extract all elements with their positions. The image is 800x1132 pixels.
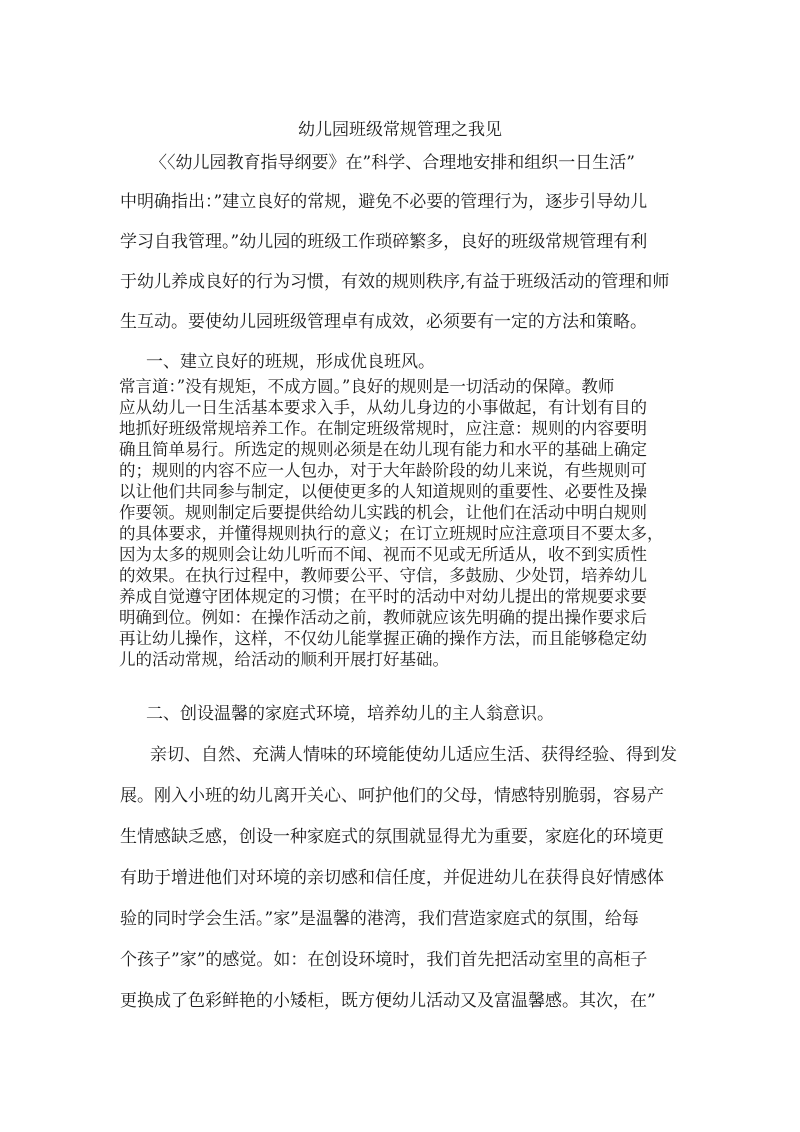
- body-line: 儿的活动常规，给活动的顺利开展打好基础。: [119, 650, 449, 669]
- section-heading: 二、创设温馨的家庭式环境，培养幼儿的主人翁意识。: [146, 704, 554, 724]
- body-line: 地抓好班级常规培养工作。在制定班级常规时，应注意：规则的内容要明: [119, 419, 647, 438]
- body-line: 养成自觉遵守团体规定的习惯；在平时的活动中对幼儿提出的常规要求要: [119, 587, 647, 606]
- body-line: 生情感缺乏感，创设一种家庭式的氛围就显得尤为重要，家庭化的环境更: [120, 827, 664, 847]
- document-title: 幼儿园班级常规管理之我见: [298, 120, 502, 140]
- body-line: 展。刚入小班的幼儿离开关心、呵护他们的父母，情感特别脆弱，容易产: [120, 786, 664, 806]
- body-line: 亲切、自然、充满人情味的环境能使幼儿适应生活、获得经验、得到发: [150, 745, 677, 765]
- body-line: 确且简单易行。所选定的规则必须是在幼儿现有能力和水平的基础上确定: [119, 440, 647, 459]
- body-line: 验的同时学会生活。”家”是温馨的港湾，我们营造家庭式的氛围，给每: [120, 909, 639, 929]
- body-line: 的具体要求，并懂得规则执行的意义；在订立班规时应注意项目不要太多，: [119, 524, 664, 543]
- intro-line: 生互动。要使幼儿园班级管理卓有成效，必须要有一定的方法和策略。: [120, 312, 647, 332]
- body-line: 的效果。在执行过程中，教师要公平、守信，多鼓励、少处罚，培养幼儿: [119, 566, 647, 585]
- section-heading: 一、建立良好的班规，形成优良班风。: [146, 352, 435, 372]
- body-line: 更换成了色彩鲜艳的小矮柜，既方便幼儿活动又及富温馨感。其次，在”: [120, 991, 656, 1011]
- body-line: 再让幼儿操作，这样，不仅幼儿能掌握正确的操作方法，而且能够稳定幼: [119, 629, 647, 648]
- intro-line: 中明确指出：”建立良好的常规，避免不必要的管理行为，逐步引导幼儿: [120, 192, 648, 212]
- body-line: 作要领。规则制定后要提供给幼儿实践的机会，让他们在活动中明白规则: [119, 503, 647, 522]
- body-line: 以让他们共同参与制定，以便使更多的人知道规则的重要性、必要性及操: [119, 482, 647, 501]
- body-line: 明确到位。例如：在操作活动之前，教师就应该先明确的提出操作要求后: [119, 608, 647, 627]
- body-line: 有助于增进他们对环境的亲切感和信任度，并促进幼儿在获得良好情感体: [120, 868, 664, 888]
- intro-line: 学习自我管理。”幼儿园的班级工作琐碎繁多，良好的班级常规管理有利: [120, 232, 648, 252]
- intro-line: 于幼儿养成良好的行为习惯，有效的规则秩序,有益于班级活动的管理和师: [120, 272, 670, 292]
- body-line: 常言道：”没有规矩，不成方圆。”良好的规则是一切活动的保障。教师: [119, 377, 615, 396]
- intro-line: 〈〈幼儿园教育指导纲要》在”科学、合理地安排和组织一日生活”: [150, 153, 635, 173]
- body-line: 个孩子”家”的感觉。如：在创设环境时，我们首先把活动室里的高柜子: [120, 950, 648, 970]
- body-line: 的；规则的内容不应一人包办，对于大年龄阶段的幼儿来说，有些规则可: [119, 461, 647, 480]
- body-line: 因为太多的规则会让幼儿听而不闻、视而不见或无所适从，收不到实质性: [119, 545, 647, 564]
- body-line: 应从幼儿一日生活基本要求入手，从幼儿身边的小事做起，有计划有目的: [119, 398, 647, 417]
